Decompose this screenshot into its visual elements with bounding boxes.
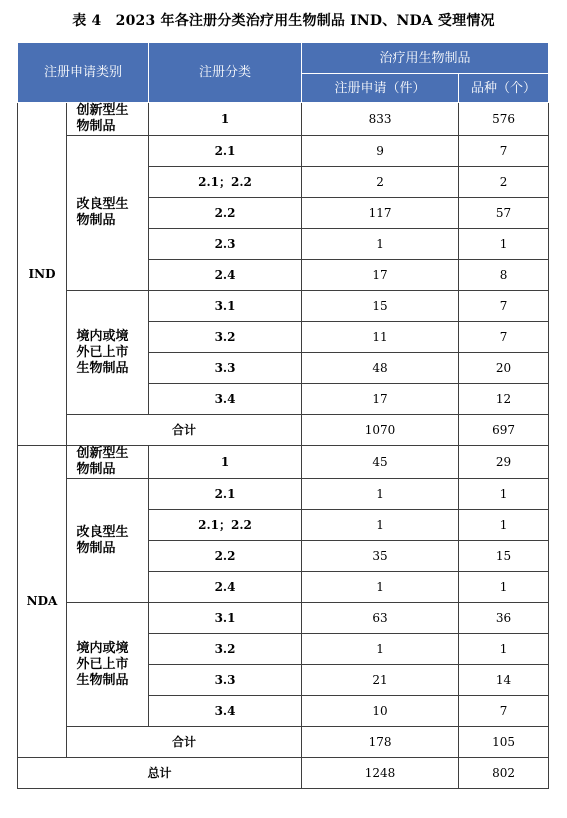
apps-cell: 17: [302, 260, 459, 291]
header-varieties: 品种（个）: [459, 74, 549, 103]
header-class: 注册分类: [149, 43, 302, 103]
ind-improved-label: 改良型生物制品: [67, 136, 149, 291]
class-cell: 2.2: [149, 541, 302, 572]
class-cell: 3.2: [149, 634, 302, 665]
apps-cell: 1: [302, 572, 459, 603]
class-cell: 3.1: [149, 291, 302, 322]
class-cell: 2.3: [149, 229, 302, 260]
apps-cell: 45: [302, 446, 459, 479]
class-cell: 3.2: [149, 322, 302, 353]
varieties-cell: 12: [459, 384, 549, 415]
apps-cell: 10: [302, 696, 459, 727]
table-title: 表 4 2023 年各注册分类治疗用生物制品 IND、NDA 受理情况: [72, 13, 495, 29]
varieties-cell: 576: [459, 103, 549, 136]
apps-cell: 17: [302, 384, 459, 415]
registration-table: [17, 42, 549, 789]
varieties-cell: 802: [459, 758, 549, 789]
varieties-cell: 1: [459, 634, 549, 665]
nda-marketed-label: 境内或境外已上市生物制品: [67, 603, 149, 727]
class-cell: 3.3: [149, 353, 302, 384]
subtotal-row: [18, 727, 549, 758]
class-cell: 2.1: [149, 479, 302, 510]
table-row: [18, 136, 549, 167]
class-cell: 2.4: [149, 572, 302, 603]
apps-cell: 11: [302, 322, 459, 353]
varieties-cell: 15: [459, 541, 549, 572]
varieties-cell: 36: [459, 603, 549, 634]
subtotal-row: [18, 415, 549, 446]
apps-cell: 1: [302, 634, 459, 665]
varieties-cell: 29: [459, 446, 549, 479]
varieties-cell: 57: [459, 198, 549, 229]
ind-marketed-label: 境内或境外已上市生物制品: [67, 291, 149, 415]
ind-subtotal-label: 合计: [67, 415, 302, 446]
apps-cell: 48: [302, 353, 459, 384]
varieties-cell: 1: [459, 510, 549, 541]
class-cell: 2.1；2.2: [149, 167, 302, 198]
apps-cell: 1: [302, 510, 459, 541]
apps-cell: 15: [302, 291, 459, 322]
class-cell: 2.1；2.2: [149, 510, 302, 541]
varieties-cell: 20: [459, 353, 549, 384]
header-apps: 注册申请（件）: [302, 74, 459, 103]
varieties-cell: 7: [459, 136, 549, 167]
class-cell: 2.2: [149, 198, 302, 229]
varieties-cell: 1: [459, 572, 549, 603]
table-row: [18, 446, 549, 479]
apps-cell: 1070: [302, 415, 459, 446]
class-cell: 3.3: [149, 665, 302, 696]
varieties-cell: 2: [459, 167, 549, 198]
nda-label: NDA: [18, 446, 67, 758]
apps-cell: 1: [302, 479, 459, 510]
class-cell: 3.1: [149, 603, 302, 634]
ind-label: IND: [18, 103, 67, 446]
table-row: [18, 291, 549, 322]
header-group: 治疗用生物制品: [302, 43, 549, 74]
varieties-cell: 105: [459, 727, 549, 758]
apps-cell: 21: [302, 665, 459, 696]
ind-innovative-label: 创新型生物制品: [67, 103, 149, 136]
varieties-cell: 1: [459, 479, 549, 510]
class-cell: 1: [149, 103, 302, 136]
class-cell: 3.4: [149, 384, 302, 415]
total-label: 总计: [18, 758, 302, 789]
varieties-cell: 7: [459, 322, 549, 353]
apps-cell: 117: [302, 198, 459, 229]
apps-cell: 2: [302, 167, 459, 198]
nda-subtotal-label: 合计: [67, 727, 302, 758]
apps-cell: 1: [302, 229, 459, 260]
apps-cell: 833: [302, 103, 459, 136]
class-cell: 3.4: [149, 696, 302, 727]
table-row: [18, 103, 549, 136]
class-cell: 2.1: [149, 136, 302, 167]
apps-cell: 178: [302, 727, 459, 758]
varieties-cell: 7: [459, 696, 549, 727]
varieties-cell: 8: [459, 260, 549, 291]
varieties-cell: 14: [459, 665, 549, 696]
varieties-cell: 697: [459, 415, 549, 446]
apps-cell: 35: [302, 541, 459, 572]
varieties-cell: 7: [459, 291, 549, 322]
apps-cell: 63: [302, 603, 459, 634]
apps-cell: 1248: [302, 758, 459, 789]
table-row: [18, 603, 549, 634]
apps-cell: 9: [302, 136, 459, 167]
nda-innovative-label: 创新型生物制品: [67, 446, 149, 479]
nda-improved-label: 改良型生物制品: [67, 479, 149, 603]
table-row: [18, 479, 549, 510]
class-cell: 1: [149, 446, 302, 479]
total-row: [18, 758, 549, 789]
varieties-cell: 1: [459, 229, 549, 260]
class-cell: 2.4: [149, 260, 302, 291]
header-category: 注册申请类别: [18, 43, 149, 103]
